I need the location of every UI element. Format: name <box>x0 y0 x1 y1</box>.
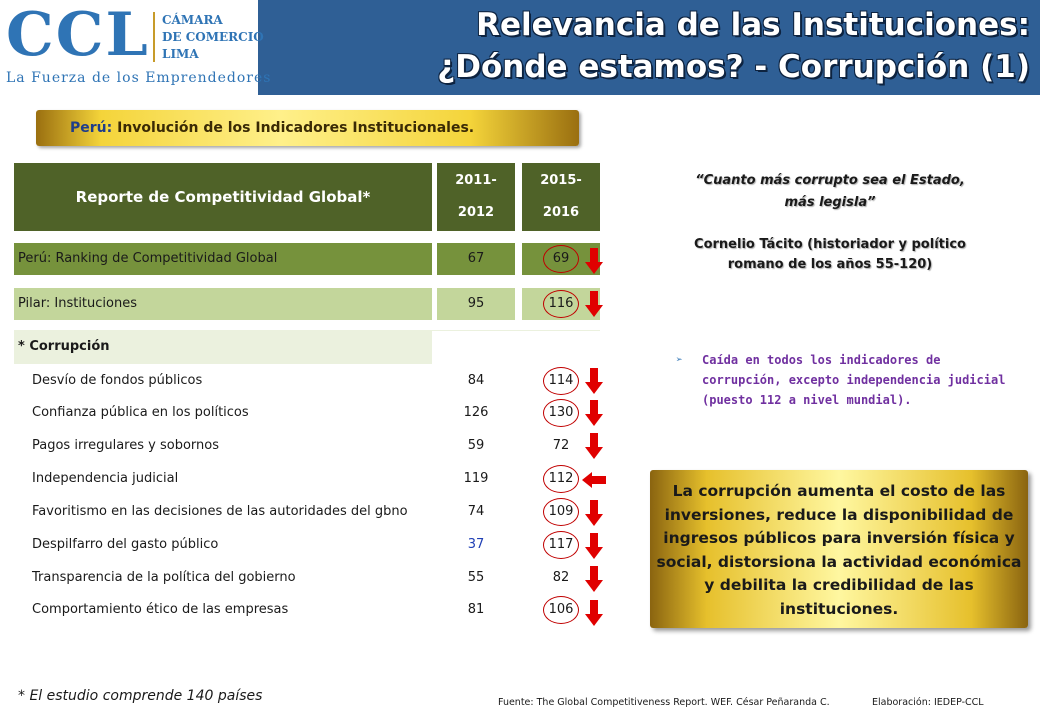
logo-tagline: La Fuerza de los Emprendedores <box>6 70 272 86</box>
pillar-value-2011: 95 <box>437 288 515 320</box>
row-value-2011: 59 <box>467 438 485 453</box>
row-value-2011: 37 <box>467 537 485 552</box>
row-value-2011: 119 <box>463 471 489 486</box>
ranking-value-2011: 67 <box>437 243 515 275</box>
row-label: Independencia judicial <box>32 471 179 486</box>
row-label: Despilfarro del gasto público <box>32 537 219 552</box>
bullet-text: Caída en todos los indicadores de corrupción, excepto independencia judicial (puesto 112 a nivel mundial). <box>702 353 1006 407</box>
row-value-2011: 81 <box>467 602 485 617</box>
down-arrow-icon <box>585 368 603 394</box>
down-arrow-icon <box>585 500 603 526</box>
logo-line-3: LIMA <box>162 47 199 61</box>
down-arrow-icon <box>585 533 603 559</box>
highlight-circle <box>543 465 579 493</box>
row-value-2015: 109 <box>548 504 574 519</box>
highlight-circle <box>543 531 579 559</box>
tacitus-quote <box>650 170 1010 214</box>
row-label: Transparencia de la política del gobierno <box>32 570 296 585</box>
logo-line-1: CÁMARA <box>162 13 223 27</box>
highlight-circle <box>543 245 579 273</box>
highlight-circle <box>543 498 579 526</box>
row-value-2011: 126 <box>463 405 489 420</box>
ranking-label: Perú: Ranking de Competitividad Global <box>14 243 432 275</box>
left-arrow-icon <box>582 472 606 488</box>
elaboration-credit: Elaboración: IEDEP-CCL <box>872 697 984 708</box>
slide-title <box>260 4 1030 88</box>
source-citation: Fuente: The Global Competitiveness Report. WEF. César Peñaranda C. <box>498 697 830 708</box>
banner-country: Perú: <box>70 120 113 136</box>
row-value-2011: 74 <box>467 504 485 519</box>
row-value-2015: 106 <box>548 602 574 617</box>
row-label: Comportamiento ético de las empresas <box>32 602 289 617</box>
row-value-2015: 114 <box>548 373 574 388</box>
conclusion-callout: La corrupción aumenta el costo de las inversiones, reduce la disponibilidad de ingresos públicos para inversión física y social, distorsiona la actividad económica y debilita la credibilidad de las instituciones. <box>650 470 1028 628</box>
year-1-line-1: 2011- <box>455 173 497 188</box>
highlight-circle <box>543 290 579 318</box>
row-label: Pagos irregulares y sobornos <box>32 438 219 453</box>
slide-title-line-1: Relevancia de las Instituciones: <box>476 7 1030 43</box>
quote-author <box>650 235 1010 275</box>
highlight-circle <box>543 367 579 395</box>
slide-title-line-2: ¿Dónde estamos? - Corrupción (1) <box>437 49 1030 85</box>
section-divider <box>432 330 600 331</box>
row-value-2015: 130 <box>548 405 574 420</box>
logo-divider <box>153 12 155 62</box>
row-label: Desvío de fondos públicos <box>32 373 203 388</box>
row-value-2015: 112 <box>548 471 574 486</box>
quote-line-2: más legisla” <box>784 195 876 210</box>
pillar-label: Pilar: Instituciones <box>14 288 432 320</box>
pillar-value-2015: 116 <box>522 288 600 320</box>
ranking-value-2015: 69 <box>522 243 600 275</box>
down-arrow-icon <box>585 566 603 592</box>
table-header-title: Reporte de Competitividad Global* <box>14 163 432 231</box>
banner-text: Involución de los Indicadores Institucionales. <box>117 120 475 136</box>
ccl-logo <box>0 0 272 95</box>
quote-line-1: “Cuanto más corrupto sea el Estado, <box>695 173 965 188</box>
row-value-2011: 55 <box>467 570 485 585</box>
year-2-line-1: 2015- <box>540 173 582 188</box>
down-arrow-icon <box>585 248 603 274</box>
row-value-2015: 117 <box>548 537 574 552</box>
down-arrow-icon <box>585 433 603 459</box>
subtitle-banner <box>36 110 579 146</box>
down-arrow-icon <box>585 291 603 317</box>
row-label: Confianza pública en los políticos <box>32 405 249 420</box>
row-label: Favoritismo en las decisiones de las autoridades del gbno <box>32 504 408 519</box>
logo-ccl-text: CCL <box>6 0 150 70</box>
down-arrow-icon <box>585 400 603 426</box>
slide-header <box>0 0 1040 95</box>
row-value-2015: 72 <box>552 438 570 453</box>
row-value-2011: 84 <box>467 373 485 388</box>
year-2-line-2: 2016 <box>542 205 580 220</box>
key-finding-bullet <box>676 350 1016 410</box>
row-value-2015: 82 <box>552 570 570 585</box>
table-header-year-1 <box>437 163 515 231</box>
down-arrow-icon <box>585 600 603 626</box>
year-1-line-2: 2012 <box>457 205 495 220</box>
logo-line-2: DE COMERCIO <box>162 30 264 44</box>
author-line-1: Cornelio Tácito (historiador y político <box>694 237 966 252</box>
author-line-2: romano de los años 55-120) <box>727 257 933 272</box>
table-header-year-2 <box>522 163 600 231</box>
study-footnote: * El estudio comprende 140 países <box>18 688 263 704</box>
corruption-section-label: * Corrupción <box>14 330 432 364</box>
highlight-circle <box>543 596 579 624</box>
bullet-arrow-icon: ➢ <box>676 353 683 366</box>
logo-chamber-name <box>162 12 264 63</box>
highlight-circle <box>543 399 579 427</box>
